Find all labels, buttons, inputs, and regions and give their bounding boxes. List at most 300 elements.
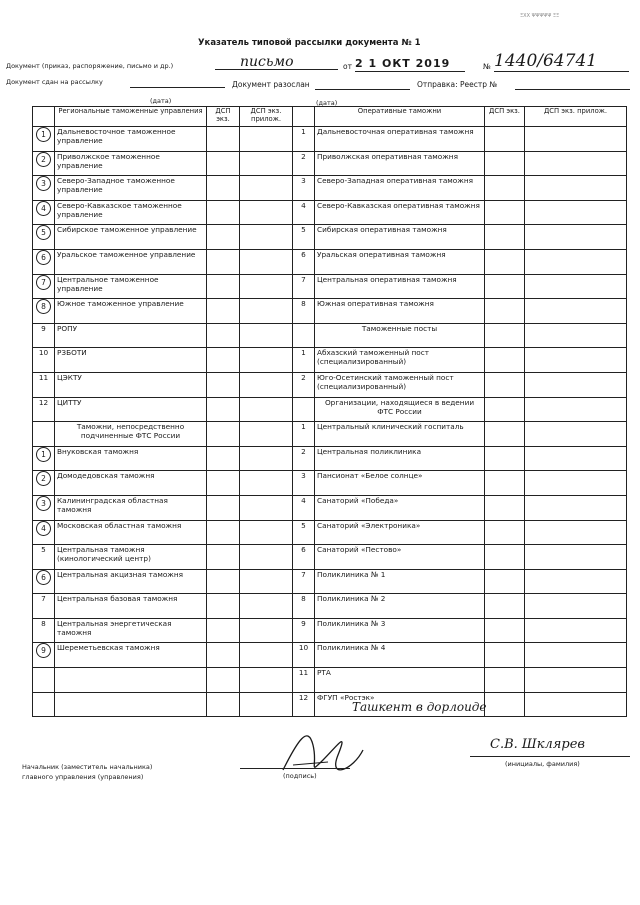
right-num: 3 — [301, 176, 306, 186]
right-dsp-attach-cell — [525, 569, 627, 594]
document-type-label: Документ (приказ, распоряжение, письмо и др.) — [6, 62, 174, 70]
left-dsp-attach-cell — [240, 422, 293, 447]
left-dsp-attach-cell — [240, 151, 293, 176]
left-num: 2 — [36, 152, 51, 167]
left-name: Сибирское таможенное управление — [57, 225, 197, 235]
table-row — [33, 422, 627, 447]
left-name-cell — [55, 471, 207, 496]
left-dsp-attach-cell — [240, 520, 293, 545]
right-num-cell — [293, 569, 315, 594]
header-regional: Региональные таможенные управления — [55, 107, 207, 127]
right-dsp-attach-cell — [525, 520, 627, 545]
header-dsp-copies: ДСП экз. — [207, 107, 240, 127]
right-name: Таможенные посты — [361, 323, 438, 333]
right-name: Дальневосточная оперативная таможня — [317, 127, 474, 136]
right-name-cell — [315, 471, 485, 496]
header-dsp-attach: ДСП экз. прилож. — [240, 107, 293, 127]
right-dsp-attach-cell — [525, 594, 627, 619]
left-num-cell — [33, 200, 55, 225]
right-dsp-copies-cell — [485, 594, 525, 619]
left-dsp-copies-cell — [207, 520, 240, 545]
left-name: Калининградская областная таможня — [57, 495, 168, 514]
right-name: Поликлиника № 1 — [317, 569, 386, 579]
left-dsp-attach-cell — [240, 397, 293, 422]
right-dsp-attach-cell — [525, 274, 627, 299]
left-name: Внуковская таможня — [57, 446, 139, 456]
right-name-cell — [315, 668, 485, 693]
table-row — [33, 569, 627, 594]
right-num-cell — [293, 397, 315, 422]
signatory-name: С.В. Шклярев — [490, 737, 585, 752]
left-dsp-copies-cell — [207, 348, 240, 373]
right-name: Центральная поликлиника — [317, 446, 422, 456]
right-num-cell — [293, 520, 315, 545]
left-dsp-copies-cell — [207, 668, 240, 693]
right-num: 4 — [301, 200, 306, 210]
left-num: 8 — [36, 299, 51, 314]
right-num-cell — [293, 372, 315, 397]
right-num: 1 — [301, 127, 306, 136]
left-num-cell — [33, 446, 55, 471]
left-num: 10 — [38, 348, 49, 358]
left-name-cell — [55, 594, 207, 619]
table-row — [33, 471, 627, 496]
right-dsp-copies-cell — [485, 618, 525, 643]
table-row — [33, 200, 627, 225]
right-num-cell — [293, 200, 315, 225]
document-type-underline — [215, 69, 338, 70]
left-dsp-copies-cell — [207, 249, 240, 274]
right-name-cell — [315, 594, 485, 619]
left-dsp-attach-cell — [240, 692, 293, 717]
left-name: Центральная акцизная таможня — [57, 569, 184, 579]
right-dsp-attach-cell — [525, 176, 627, 201]
date-caption-right: (дата) — [316, 99, 338, 107]
right-num-cell — [293, 495, 315, 520]
right-num-cell — [293, 323, 315, 348]
left-num: 7 — [41, 594, 46, 604]
left-num: 12 — [38, 397, 49, 407]
left-name: Дальневосточное таможенное управление — [57, 127, 176, 145]
header-num-right — [293, 107, 315, 127]
left-name-cell — [55, 618, 207, 643]
distribution-table — [32, 106, 627, 717]
right-dsp-copies-cell — [485, 692, 525, 717]
right-num-cell — [293, 274, 315, 299]
right-num-cell — [293, 471, 315, 496]
table-row — [33, 274, 627, 299]
chief-label: Начальник (заместитель начальника) главного управления (управления) — [22, 763, 153, 781]
right-dsp-copies-cell — [485, 299, 525, 324]
right-num: 2 — [301, 151, 306, 161]
left-num: 4 — [36, 521, 51, 536]
left-dsp-copies-cell — [207, 422, 240, 447]
date-stamp: 2 1 ОКТ 2019 — [355, 57, 451, 70]
right-dsp-attach-cell — [525, 692, 627, 717]
right-num-cell — [293, 151, 315, 176]
left-name-cell — [55, 225, 207, 250]
left-num-cell — [33, 668, 55, 693]
table-row — [33, 225, 627, 250]
right-dsp-copies-cell — [485, 569, 525, 594]
left-name-cell — [55, 348, 207, 373]
right-name: Поликлиника № 2 — [317, 594, 386, 604]
right-dsp-attach-cell — [525, 545, 627, 570]
left-num: 6 — [36, 250, 51, 265]
left-dsp-attach-cell — [240, 225, 293, 250]
right-name: Поликлиника № 3 — [317, 618, 386, 628]
document-number: 1440/64741 — [494, 51, 598, 71]
left-name: ЦЭКТУ — [57, 372, 82, 382]
right-num-cell — [293, 299, 315, 324]
left-num-cell — [33, 348, 55, 373]
right-num: 6 — [301, 249, 306, 259]
left-dsp-attach-cell — [240, 545, 293, 570]
from-label: от — [343, 62, 352, 71]
right-name-cell — [315, 372, 485, 397]
right-num-cell — [293, 594, 315, 619]
left-name: Уральское таможенное управление — [57, 249, 196, 259]
right-dsp-attach-cell — [525, 249, 627, 274]
submitted-underline — [130, 87, 225, 88]
left-name-cell — [55, 151, 207, 176]
left-name: Центральная таможня (кинологический центр) — [57, 545, 151, 564]
right-name-cell — [315, 618, 485, 643]
right-num: 1 — [301, 348, 306, 358]
left-name: Центральная базовая таможня — [57, 594, 178, 604]
left-num-cell — [33, 323, 55, 348]
dispatch-underline — [515, 89, 630, 90]
right-name-cell — [315, 323, 485, 348]
left-num: 11 — [38, 372, 49, 382]
right-name-cell — [315, 446, 485, 471]
right-num-cell — [293, 446, 315, 471]
name-underline — [470, 756, 630, 757]
left-name: Шереметьевская таможня — [57, 643, 160, 653]
header-dsp-attach-right: ДСП экз. прилож. — [525, 107, 627, 127]
right-num: 8 — [301, 594, 306, 604]
right-dsp-attach-cell — [525, 348, 627, 373]
right-dsp-copies-cell — [485, 446, 525, 471]
table-row — [33, 692, 627, 717]
left-name-cell — [55, 176, 207, 201]
left-name: РОПУ — [57, 323, 78, 333]
left-name: Южное таможенное управление — [57, 299, 184, 309]
left-dsp-attach-cell — [240, 372, 293, 397]
table-row — [33, 323, 627, 348]
left-num-cell — [33, 643, 55, 668]
left-dsp-copies-cell — [207, 323, 240, 348]
left-num: 1 — [36, 127, 51, 142]
left-name-cell — [55, 520, 207, 545]
right-num-cell — [293, 545, 315, 570]
right-dsp-copies-cell — [485, 422, 525, 447]
left-num-cell — [33, 127, 55, 152]
left-dsp-copies-cell — [207, 127, 240, 152]
left-dsp-attach-cell — [240, 299, 293, 324]
left-name-cell — [55, 323, 207, 348]
right-num-cell — [293, 643, 315, 668]
left-name: Северо-Кавказское таможенное управление — [57, 200, 182, 219]
left-dsp-attach-cell — [240, 495, 293, 520]
handwritten-addition: Ташкент в дорлоиде — [352, 700, 487, 714]
number-underline — [494, 71, 629, 72]
right-dsp-copies-cell — [485, 397, 525, 422]
right-name-cell — [315, 569, 485, 594]
right-name-cell — [315, 397, 485, 422]
dispatch-label: Отправка: Реестр № — [417, 80, 498, 89]
left-dsp-attach-cell — [240, 176, 293, 201]
left-name-cell — [55, 692, 207, 717]
left-dsp-attach-cell — [240, 594, 293, 619]
right-name-cell — [315, 274, 485, 299]
right-name: Северо-Западная оперативная таможня — [317, 176, 473, 186]
right-name: Южная оперативная таможня — [317, 299, 434, 309]
left-num: 9 — [41, 323, 46, 333]
top-mark: ΞΧΧ ΨΨΨΨΨ ΞΞ — [520, 13, 560, 19]
right-name-cell — [315, 495, 485, 520]
left-num-cell — [33, 545, 55, 570]
right-name-cell — [315, 200, 485, 225]
right-num: 2 — [301, 372, 306, 382]
left-dsp-attach-cell — [240, 643, 293, 668]
left-dsp-copies-cell — [207, 618, 240, 643]
left-dsp-copies-cell — [207, 151, 240, 176]
table-row — [33, 495, 627, 520]
right-dsp-attach-cell — [525, 471, 627, 496]
right-name: Уральская оперативная таможня — [317, 249, 446, 259]
right-dsp-attach-cell — [525, 151, 627, 176]
left-name-cell — [55, 249, 207, 274]
table-row — [33, 176, 627, 201]
table-row — [33, 348, 627, 373]
right-dsp-attach-cell — [525, 372, 627, 397]
right-num: 4 — [301, 495, 306, 505]
right-dsp-copies-cell — [485, 200, 525, 225]
left-num-cell — [33, 422, 55, 447]
left-dsp-copies-cell — [207, 299, 240, 324]
date-underline — [355, 71, 465, 72]
right-num-cell — [293, 176, 315, 201]
signature-scribble — [278, 720, 368, 780]
right-name-cell — [315, 127, 485, 152]
left-name-cell — [55, 668, 207, 693]
left-num-cell — [33, 495, 55, 520]
signature-label: (подпись) — [283, 772, 317, 780]
left-name-cell — [55, 397, 207, 422]
left-name-cell — [55, 569, 207, 594]
right-dsp-copies-cell — [485, 323, 525, 348]
right-name: Приволжская оперативная таможня — [317, 151, 458, 161]
right-dsp-copies-cell — [485, 471, 525, 496]
document-title: Указатель типовой рассылки документа № 1 — [198, 38, 421, 48]
left-dsp-copies-cell — [207, 225, 240, 250]
left-num-cell — [33, 225, 55, 250]
signature-underline — [240, 768, 350, 769]
right-name: Юго-Осетинский таможенный пост (специализированный) — [317, 372, 454, 391]
left-num-cell — [33, 520, 55, 545]
left-dsp-attach-cell — [240, 668, 293, 693]
left-dsp-copies-cell — [207, 176, 240, 201]
right-num: 11 — [298, 668, 309, 678]
left-dsp-attach-cell — [240, 249, 293, 274]
right-num: 7 — [301, 274, 306, 284]
right-name: Организации, находящиеся в ведении ФТС России — [324, 397, 475, 416]
left-dsp-attach-cell — [240, 446, 293, 471]
right-name: РТА — [317, 668, 331, 678]
left-dsp-copies-cell — [207, 274, 240, 299]
right-name-cell — [315, 176, 485, 201]
table-row — [33, 151, 627, 176]
left-name: Центральное таможенное управление — [57, 274, 159, 293]
right-num: 2 — [301, 446, 306, 456]
right-dsp-attach-cell — [525, 397, 627, 422]
table-row — [33, 397, 627, 422]
right-num-cell — [293, 348, 315, 373]
left-dsp-attach-cell — [240, 274, 293, 299]
right-dsp-attach-cell — [525, 422, 627, 447]
right-dsp-attach-cell — [525, 446, 627, 471]
header-dsp-copies-right: ДСП экз. — [485, 107, 525, 127]
right-name-cell — [315, 299, 485, 324]
left-name-cell — [55, 446, 207, 471]
right-num: 8 — [301, 299, 306, 309]
right-name-cell — [315, 249, 485, 274]
right-num-cell — [293, 668, 315, 693]
left-dsp-attach-cell — [240, 200, 293, 225]
table-row — [33, 127, 627, 152]
table-row — [33, 643, 627, 668]
left-name-cell — [55, 274, 207, 299]
left-num-cell — [33, 274, 55, 299]
right-name: Центральная оперативная таможня — [317, 274, 457, 284]
right-dsp-attach-cell — [525, 127, 627, 152]
right-num: 1 — [301, 422, 306, 432]
right-dsp-attach-cell — [525, 643, 627, 668]
right-num-cell — [293, 127, 315, 152]
left-name-cell — [55, 200, 207, 225]
right-name-cell — [315, 545, 485, 570]
right-num: 12 — [298, 692, 309, 702]
left-num-cell — [33, 618, 55, 643]
right-name: Санаторий «Победа» — [317, 495, 399, 505]
header-num-left — [33, 107, 55, 127]
right-name-cell — [315, 151, 485, 176]
right-dsp-copies-cell — [485, 176, 525, 201]
table-row — [33, 446, 627, 471]
left-num: 3 — [36, 496, 51, 511]
right-dsp-attach-cell — [525, 225, 627, 250]
right-num: 5 — [301, 225, 306, 235]
left-name-cell — [55, 299, 207, 324]
left-num: 3 — [36, 176, 51, 191]
right-name: Поликлиника № 4 — [317, 643, 386, 653]
table-row — [33, 249, 627, 274]
right-dsp-attach-cell — [525, 323, 627, 348]
left-dsp-copies-cell — [207, 471, 240, 496]
table-row — [33, 299, 627, 324]
right-dsp-copies-cell — [485, 372, 525, 397]
left-name: Таможни, непосредственно подчиненные ФТС России — [76, 422, 185, 441]
left-name-cell — [55, 495, 207, 520]
table-row — [33, 372, 627, 397]
right-dsp-copies-cell — [485, 520, 525, 545]
left-dsp-copies-cell — [207, 569, 240, 594]
table-row — [33, 668, 627, 693]
left-num: 2 — [36, 471, 51, 486]
right-dsp-copies-cell — [485, 643, 525, 668]
left-name: Домодедовская таможня — [57, 471, 155, 481]
right-dsp-copies-cell — [485, 545, 525, 570]
right-name: ФГУП «Ростэк» — [317, 692, 375, 702]
left-name: Центральная энергетическая таможня — [57, 618, 172, 637]
submitted-label: Документ сдан на рассылку — [6, 78, 103, 86]
left-name-cell — [55, 372, 207, 397]
left-num: 5 — [41, 545, 46, 555]
left-dsp-copies-cell — [207, 594, 240, 619]
right-dsp-copies-cell — [485, 151, 525, 176]
left-dsp-attach-cell — [240, 569, 293, 594]
right-dsp-copies-cell — [485, 495, 525, 520]
right-num: 6 — [301, 545, 306, 555]
left-dsp-attach-cell — [240, 618, 293, 643]
left-num-cell — [33, 692, 55, 717]
table-header-row — [33, 107, 627, 127]
left-name-cell — [55, 643, 207, 668]
left-num-cell — [33, 372, 55, 397]
right-dsp-attach-cell — [525, 495, 627, 520]
left-num: 9 — [36, 643, 51, 658]
left-name: Приволжское таможенное управление — [57, 151, 160, 170]
left-num: 6 — [36, 570, 51, 585]
right-num: 9 — [301, 618, 306, 628]
right-num: 3 — [301, 471, 306, 481]
left-dsp-copies-cell — [207, 200, 240, 225]
left-name: РЗБОТИ — [57, 348, 87, 358]
table-row — [33, 594, 627, 619]
left-dsp-copies-cell — [207, 545, 240, 570]
table-row — [33, 618, 627, 643]
left-num-cell — [33, 151, 55, 176]
left-dsp-copies-cell — [207, 372, 240, 397]
right-num: 7 — [301, 569, 306, 579]
right-dsp-attach-cell — [525, 618, 627, 643]
right-dsp-copies-cell — [485, 127, 525, 152]
right-name: Абхазский таможенный пост (специализированный) — [317, 348, 430, 367]
right-dsp-attach-cell — [525, 299, 627, 324]
right-name: Северо-Кавказская оперативная таможня — [317, 200, 480, 210]
right-name: Сибирская оперативная таможня — [317, 225, 447, 235]
right-num: 5 — [301, 520, 306, 530]
right-dsp-attach-cell — [525, 668, 627, 693]
table-row — [33, 520, 627, 545]
left-num-cell — [33, 471, 55, 496]
sent-label: Документ разослан — [232, 80, 310, 89]
right-dsp-copies-cell — [485, 348, 525, 373]
left-name: ЦИТТУ — [57, 397, 82, 407]
left-dsp-attach-cell — [240, 127, 293, 152]
left-dsp-copies-cell — [207, 397, 240, 422]
left-num: 1 — [36, 447, 51, 462]
number-label: № — [483, 62, 491, 71]
left-num-cell — [33, 397, 55, 422]
sent-underline — [315, 89, 410, 90]
right-num-cell — [293, 692, 315, 717]
left-num: 5 — [36, 225, 51, 240]
left-num-cell — [33, 176, 55, 201]
right-name: Центральный клинический госпиталь — [317, 422, 464, 432]
right-name: Санаторий «Пестово» — [317, 545, 402, 555]
